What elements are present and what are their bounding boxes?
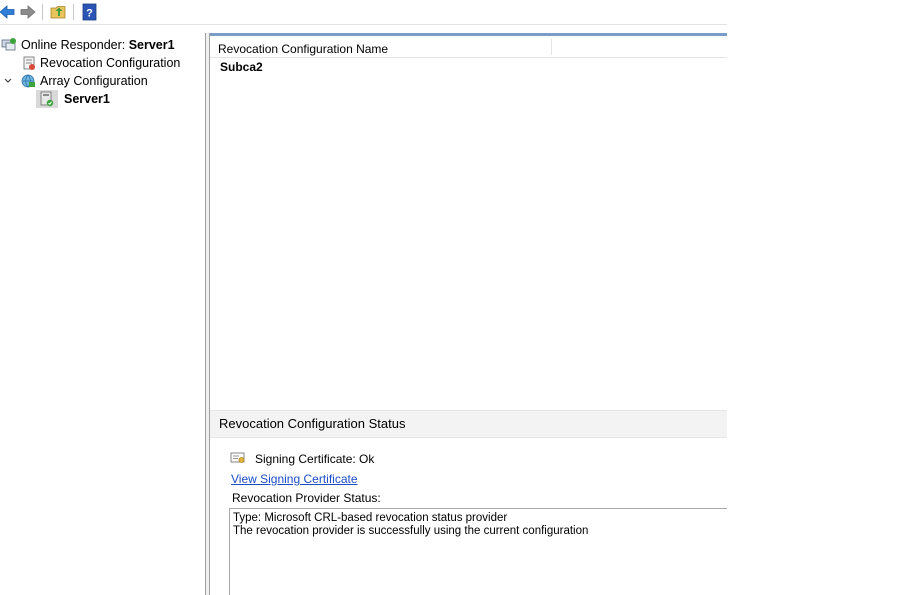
array-configuration-icon: [20, 73, 36, 89]
tree-revocation-label: Revocation Configuration: [40, 56, 181, 70]
revocation-config-icon: [21, 55, 37, 71]
tree-array-label: Array Configuration: [40, 74, 148, 88]
provider-status-label: Revocation Provider Status:: [232, 491, 381, 505]
forward-arrow-icon[interactable]: [19, 3, 37, 21]
column-divider[interactable]: [551, 39, 552, 55]
results-pane: [210, 33, 727, 595]
provider-status-box[interactable]: [229, 508, 727, 595]
toolbar: [0, 0, 727, 25]
svg-text:?: ?: [86, 7, 93, 20]
view-signing-certificate-link[interactable]: View Signing Certificate: [231, 472, 358, 486]
list-item[interactable]: Subca2: [220, 60, 263, 74]
toolbar-separator: [73, 4, 74, 20]
folder-up-icon[interactable]: [50, 3, 68, 21]
back-arrow-icon[interactable]: [0, 3, 16, 21]
status-section-header: [210, 410, 727, 438]
server-icon: [39, 91, 55, 107]
toolbar-separator: [42, 4, 43, 20]
help-icon[interactable]: [81, 3, 99, 21]
provider-status-line: Type: Microsoft CRL-based revocation status provider: [233, 512, 508, 524]
tree-item-array-member-server1[interactable]: [0, 90, 205, 108]
tree-array-member-label: Server1: [64, 92, 110, 106]
provider-status-line: The revocation provider is successfully using the current configuration: [233, 525, 589, 537]
online-responder-icon: [1, 37, 17, 53]
tree-item-array-configuration[interactable]: [0, 72, 205, 90]
tree-root-label: Online Responder:: [21, 38, 129, 52]
list-column-header[interactable]: [210, 36, 727, 58]
status-header-label: Revocation Configuration Status: [219, 416, 406, 431]
tree-root-server: Server1: [128, 38, 175, 52]
chevron-down-icon[interactable]: [3, 73, 13, 89]
certificate-icon: [230, 451, 246, 465]
signing-certificate-label: Signing Certificate: Ok: [255, 452, 375, 466]
column-header-name[interactable]: Revocation Configuration Name: [218, 42, 389, 56]
tree-item-online-responder[interactable]: [0, 36, 205, 54]
console-tree: [0, 33, 205, 595]
tree-item-revocation-configuration[interactable]: [0, 54, 205, 72]
